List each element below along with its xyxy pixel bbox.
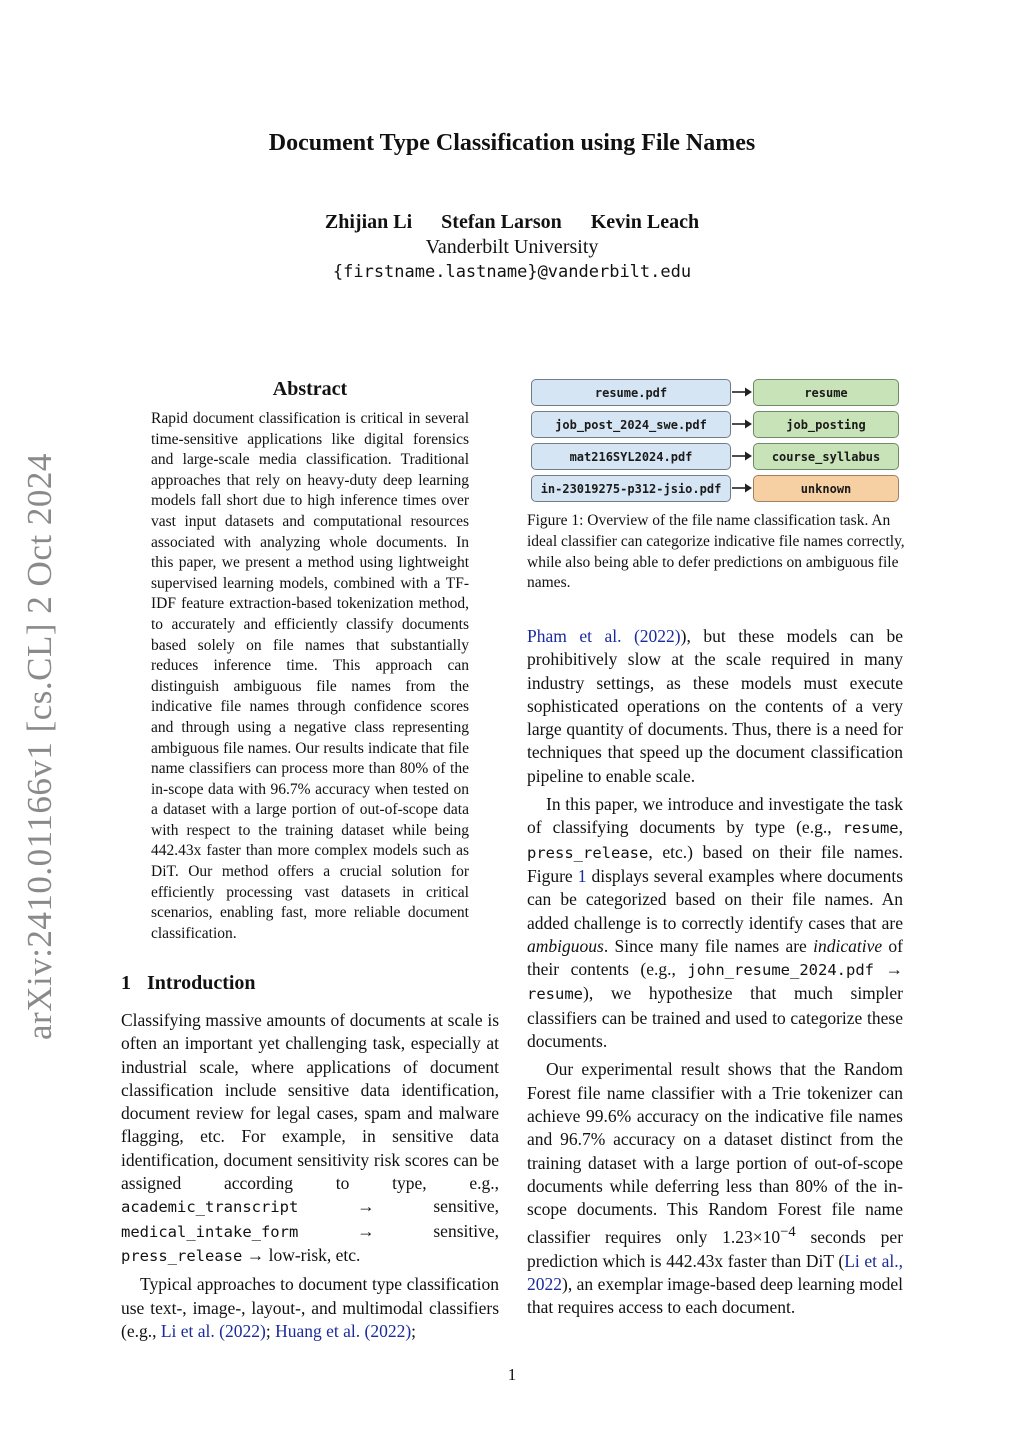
text-run: seconds per prediction which is 442.43x faster than DiT ( <box>527 1227 904 1271</box>
text-run: Our experimental result shows that the Random Forest file name classifier with a Trie tokenizer can achieve 99.6% accuracy on the indicative file names and 96.7% accuracy on a dataset distinct from the training dataset with a large portion of out-of-scope documents while deferring less than 80% of the in-scope documents. This Random Forest file name classifier requires only <box>527 1059 903 1248</box>
text-run: , <box>898 817 904 838</box>
author-name: Zhijian Li <box>324 211 413 233</box>
text-run: . Since many file names are <box>603 935 807 956</box>
arrow-icon <box>732 418 752 430</box>
affiliation: Vanderbilt University <box>425 236 599 258</box>
page-number: 1 <box>507 1365 517 1384</box>
filename-box: mat216SYL2024.pdf <box>531 443 731 470</box>
text-run: Typical approaches to document type classification use text-, image-, layout-, and multimodal classifiers (e.g., <box>121 1274 499 1341</box>
intro-paragraph-2-cont <box>527 625 903 788</box>
filename-box: job_post_2024_swe.pdf <box>531 411 731 438</box>
abstract-heading: Abstract <box>272 378 348 400</box>
exponent: −4 <box>780 1224 796 1241</box>
text-run: , etc.) based on their file names. Figure <box>527 841 903 886</box>
author-name: Stefan Larson <box>441 211 562 233</box>
unknown-label-box: unknown <box>753 475 899 502</box>
label-box: course_syllabus <box>753 443 899 470</box>
scientific-number: 1.23×10 <box>722 1227 781 1248</box>
label-box: job_posting <box>753 411 899 438</box>
intro-paragraph-2 <box>121 1273 499 1343</box>
code-term: resume <box>527 985 583 1004</box>
citation-link[interactable]: Pham et al. <box>527 626 622 646</box>
citation-year-link[interactable]: (2022) <box>633 626 681 646</box>
section-title: Introduction <box>147 972 256 994</box>
code-term: medical_intake_form <box>121 1222 299 1241</box>
arrow-icon <box>732 386 752 398</box>
arrow-symbol: → <box>885 959 903 980</box>
text-run: ), we hypothesize that much simpler classifiers can be trained and used to categorize these documents. <box>527 983 903 1052</box>
emphasis: ambiguous <box>527 935 604 956</box>
figure-1-diagram <box>527 378 903 506</box>
author-name: Kevin Leach <box>590 211 700 233</box>
intro-paragraph-1 <box>121 1009 499 1268</box>
code-term: resume <box>842 819 899 838</box>
code-term: press_release <box>121 1246 243 1265</box>
code-term: press_release <box>527 843 649 862</box>
figure-caption: Figure 1: Overview of the file name classification task. An ideal classifier can categorize indicative file names correctly, while also being able to defer predictions on ambiguous file names. <box>527 512 905 592</box>
code-term: academic_transcript <box>121 1198 299 1217</box>
label-box: resume <box>753 379 899 406</box>
section-number: 1 <box>121 972 131 994</box>
paper-title: Document Type Classification using File Names <box>268 130 756 156</box>
text-run: ), but these models can be prohibitively slow at the scale required in many industry settings, as these models must execute sophisticated operations on the contents of a very large quantity of documents. Thus, there is a need for techniques that speed up the document classification pipeline to enable scale. <box>527 626 903 786</box>
emphasis: indicative <box>813 935 883 956</box>
code-term: john_resume_2024.pdf <box>687 961 874 980</box>
author-list <box>0 211 1024 234</box>
author-email: {firstname.lastname}@vanderbilt.edu <box>332 262 692 282</box>
filename-box: in-23019275-p312-jsio.pdf <box>531 475 731 502</box>
text-run: → sensitive, <box>357 1220 499 1241</box>
citation-link[interactable]: Li et al., 2022 <box>527 1250 903 1294</box>
filename-box: resume.pdf <box>531 379 731 406</box>
text-run: ; <box>411 1320 417 1341</box>
text-run: → low-risk, etc. <box>246 1244 361 1265</box>
citation-link[interactable]: Huang et al. (2022) <box>275 1320 412 1341</box>
text-run: Classifying massive amounts of documents at scale is often an important yet challenging task, especially at industrial scale, where applications of document classification include sensitive data identification, document review for legal cases, spam and malware flagging, etc. For example, in sensitive data identification, document sensitivity risk scores can be assigned according to type, e.g., <box>121 1010 499 1194</box>
intro-paragraph-3 <box>527 793 903 1053</box>
text-run: → sensitive, <box>357 1196 499 1217</box>
left-column <box>121 1009 499 1348</box>
text-run: ; <box>265 1320 271 1341</box>
right-column <box>527 625 903 1324</box>
text-run: In this paper, we introduce and investigate the task of classifying documents by type (e.g., <box>527 794 903 838</box>
abstract-body <box>151 409 469 944</box>
citation-link[interactable]: Li et al. (2022) <box>160 1320 266 1341</box>
arxiv-watermark: arXiv:2410.01166v1 [cs.CL] 2 Oct 2024 <box>20 453 59 1040</box>
text-run: of their contents (e.g., <box>527 935 903 980</box>
text-run: displays several examples where documents can be categorized based on their file names. An added challenge is to correctly identify cases that are <box>527 865 904 933</box>
abstract-text: Rapid document classification is critical in several time-sensitive applications like digital forensics and large-scale media classification. Traditional approaches that rely on heavy-duty deep learning models fall short due to high inference times over vast input datasets and computational resources associated with analyzing whole documents. In this paper, we present a method using lightweight supervised learning models, combined with a TF-IDF feature extraction-based tokenization method, to accurately and efficiently classify documents based solely on file names that substantially reduces inference time. This approach can distinguish ambiguous file names from the indicative file names through confidence scores and through using a negative class representing ambiguous file names. Our results indicate that file name classifiers can process more than 80% of the in-scope data with 96.7% accuracy when tested on a dataset with a large portion of out-of-scope data with respect to the training dataset while being 442.43x faster than more complex models such as DiT. Our method offers a crucial solution for efficiently processing vast datasets in critical scenarios, enabling fast, more reliable document classification. <box>151 410 469 942</box>
figure-reference-link[interactable]: 1 <box>577 865 587 886</box>
text-run: ), an exemplar image-based deep learning model that requires access to each document. <box>527 1273 903 1318</box>
intro-paragraph-4 <box>527 1058 903 1319</box>
arrow-icon <box>732 450 752 462</box>
section-heading <box>121 972 256 995</box>
arrow-icon <box>732 482 752 494</box>
